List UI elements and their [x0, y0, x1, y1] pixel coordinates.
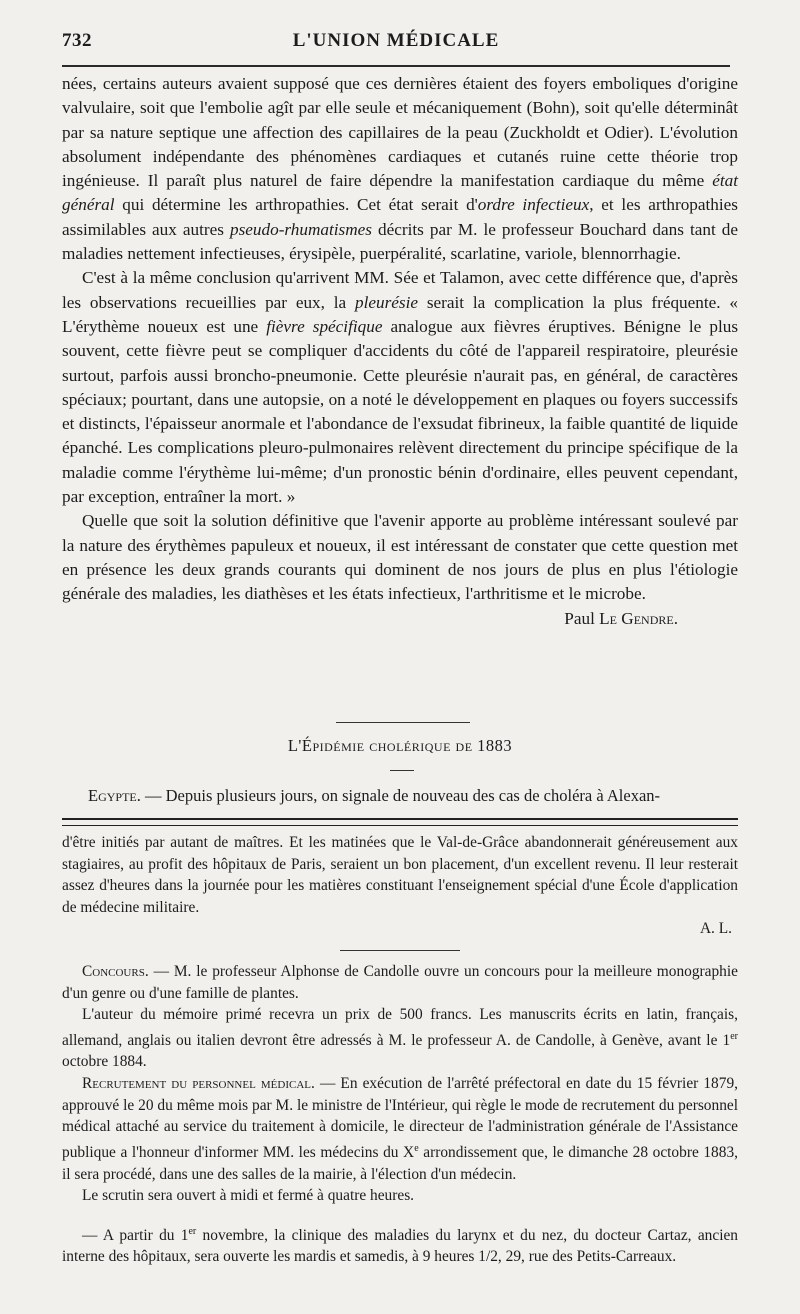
epidemic-egypt-line: Egypte. — Depuis plusieurs jours, on signale de nouveau des cas de choléra à Alexan- [88, 786, 661, 805]
article-body [62, 72, 738, 631]
running-title: L'UNION MÉDICALE [292, 30, 500, 51]
news-paragraph-val-de-grace: d'être initiés par autant de maîtres. Et les matinées que le Val-de-Grâce abandonnerait généreusement aux stagiaires, au profit des hôpitaux de Paris, seraient un bon placement, d'un excellent revenu. Il leur resterait assez d'heures dans la journée pour les matières constituant l'enseignement spécial d'une École d'application de médecine militaire. [62, 834, 738, 916]
news-recrutement: Recrutement du personnel médical. — En exécution de l'arrêté préfectoral en date du 15 février 1879, approuvé le 20 du même mois par M. le ministre de l'Intérieur, qui règle le mode de recrutement du personnel médical attaché au service du traitement à domicile, le directeur de l'administration générale de l'Assistance publique a l'honneur d'informer MM. les médecins du Xe arrondissement que, le dimanche 28 octobre 1883, il sera procédé, dans une des salles de la mairie, à l'élection d'un médecin. [62, 1075, 738, 1183]
section-divider [336, 722, 470, 723]
news-scrutin: Le scrutin sera ouvert à midi et fermé à quatre heures. [82, 1187, 415, 1205]
page-header [62, 30, 730, 60]
header-rule [62, 65, 730, 67]
news-divider [340, 950, 460, 951]
article-paragraph-2: C'est à la même conclusion qu'arrivent MM. Sée et Talamon, avec cette différence que, d'après les observations recueillies par eux, la pleurésie serait la complication la plus fréquente. « L'érythème noueux est une fièvre spécifique analogue aux fièvres éruptives. Bénigne le plus souvent, cette fièvre peut se compliquer d'accidents du côté de l'appareil respiratoire, pleurésie surtout, parfois aussi broncho-pneumonie. Cette pleurésie n'aurait pas, en général, de caractères spéciaux; pourtant, dans une autopsie, on a noté le développement en plaques ou foyers successifs et distincts, l'épaisseur anormale et l'abondance de l'exsudat fibrineux, la faible quantité de liquide épanché. Les complications pleuro-pulmonaires relèvent directement du principe spécifique de la maladie comme l'érythème lui-même; d'un pronostic bénin d'ordinaire, elles peuvent cependant, par exception, entraîner la mort. » [62, 268, 739, 507]
section-title: L'Épidémie cholérique de 1883 [287, 736, 513, 755]
news-section [62, 832, 738, 1268]
double-rule-divider [62, 818, 738, 826]
news-clinique: — A partir du 1er novembre, la clinique des maladies du larynx et du nez, du docteur Cartaz, ancien interne des hôpitaux, sera ouverte les mardis et samedis, à 9 heures 1/2, 29, rue des Petits-Carreaux. [62, 1225, 738, 1266]
title-underline [390, 770, 414, 771]
article-paragraph-3: Quelle que soit la solution définitive que l'avenir apporte au problème intéressant soulevé par la nature des érythèmes papuleux et noueux, il est intéressant de constater que cette question met en présence les deux grands courants qui dominent de nos jours de plus en plus l'étiologie générale des maladies, les diathèses et les états infectieux, l'arthritisme et le microbe. [62, 511, 738, 604]
news-concours-details: L'auteur du mémoire primé recevra un prix de 500 francs. Les manuscrits écrits en latin, français, allemand, anglais ou italien devront être adressés à M. le professeur A. de Candolle, à Genève, avant le 1er octobre 1884. [62, 1006, 738, 1071]
news-concours: Concours. — M. le professeur Alphonse de Candolle ouvre un concours pour la meilleure monographie d'un genre ou d'une famille de plantes. [62, 962, 738, 1002]
author-signature: Paul Le Gendre. [564, 608, 678, 628]
news-initials: A. L. [699, 920, 732, 938]
page-number: 732 [62, 30, 92, 51]
article-paragraph-1: nées, certains auteurs avaient supposé que ces dernières étaient des foyers emboliques d'origine valvulaire, soit que l'embolie agît par elle seule et mécaniquement (Bohn), soit qu'elle déterminât par sa nature septique une affection des capillaires de la peau (Zuckholdt et Odier). L'évolution absolument indépendante des phénomènes cardiaques et cutanés ruine cette théorie trop ingénieuse. Il paraît plus naturel de faire dépendre la manifestation cardiaque du même état général qui détermine les arthropathies. Cet état serait d'ordre infectieux, et les arthropathies assimilables aux autres pseudo-rhumatismes décrits par M. le professeur Bouchard dans tant de maladies nettement infectieuses, érysipèle, puerpéralité, scarlatine, variole, blennorrhagie. [62, 74, 738, 264]
